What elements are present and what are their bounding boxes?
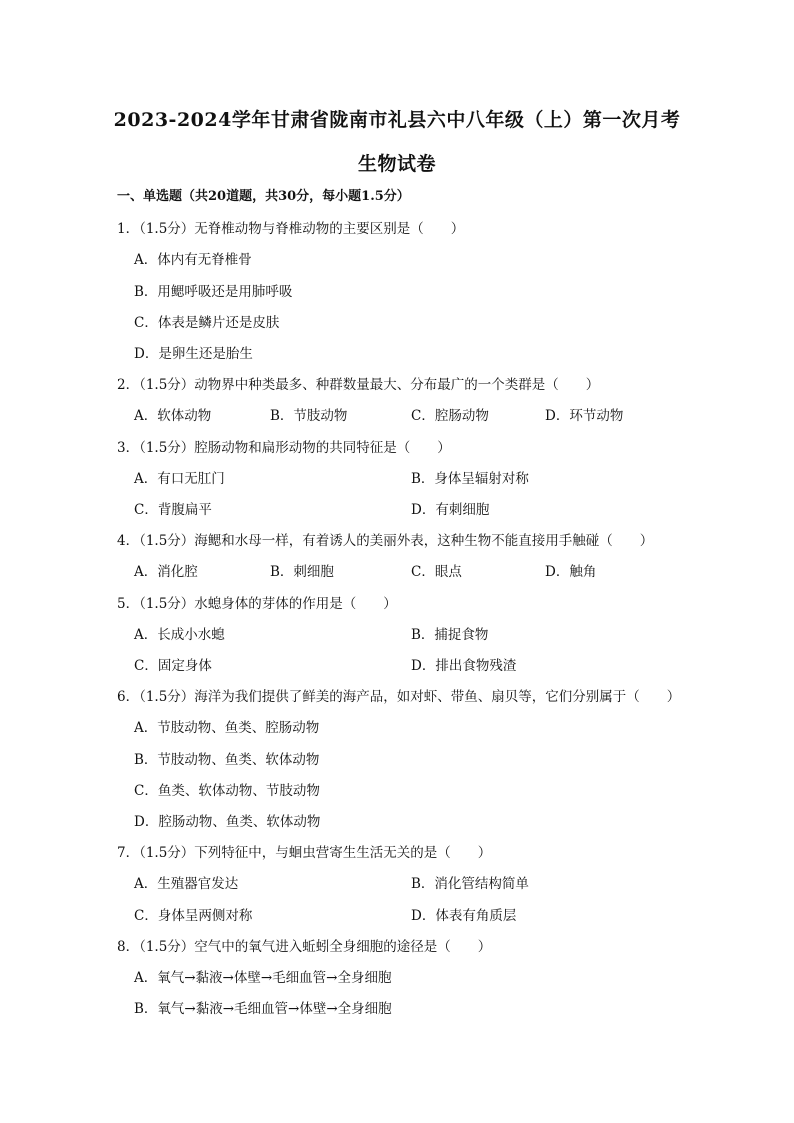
option-c: C．身体呈两侧对称 (134, 908, 253, 924)
option-a: A．节肢动物、鱼类、腔肠动物 (134, 720, 320, 736)
question-stem: 4．（1.5分）海鳃和水母一样，有着诱人的美丽外表，这种生物不能直接用手触碰（ ） (117, 533, 654, 549)
option-c: C．腔肠动物 (411, 408, 489, 424)
option-b: B．身体呈辐射对称 (411, 471, 529, 487)
question-stem: 7．（1.5分）下列特征中，与蛔虫营寄生生活无关的是（ ） (117, 845, 492, 861)
question-stem: 3．（1.5分）腔肠动物和扁形动物的共同特征是（ ） (117, 440, 451, 456)
option-d: D．排出食物残渣 (411, 658, 517, 674)
exam-title-line2: 生物试卷 (357, 153, 436, 175)
option-d: D．环节动物 (545, 408, 624, 424)
option-a: A．体内有无脊椎骨 (134, 252, 252, 268)
option-b: B．捕捉食物 (411, 627, 489, 643)
option-c: C．眼点 (411, 564, 462, 580)
option-a: A．软体动物 (134, 408, 212, 424)
option-a: A．氧气→黏液→体壁→毛细血管→全身细胞 (134, 970, 392, 986)
question-stem: 1．（1.5分）无脊椎动物与脊椎动物的主要区别是（ ） (117, 221, 465, 237)
option-d: D．触角 (545, 564, 597, 580)
option-c: C．固定身体 (134, 658, 212, 674)
exam-title-line1: 2023-2024学年甘肃省陇南市礼县六中八年级（上）第一次月考 (113, 109, 681, 131)
option-d: D．是卵生还是胎生 (134, 346, 253, 362)
option-a: A．生殖器官发达 (134, 876, 239, 892)
option-b: B．消化管结构简单 (411, 876, 529, 892)
option-d: D．腔肠动物、鱼类、软体动物 (134, 814, 321, 830)
question-stem: 5．（1.5分）水螅身体的芽体的作用是（ ） (117, 596, 397, 612)
option-d: D．体表有角质层 (411, 908, 517, 924)
question-stem: 2．（1.5分）动物界中种类最多、种群数量最大、分布最广的一个类群是（ ） (117, 377, 600, 393)
option-c: C．体表是鳞片还是皮肤 (134, 315, 280, 331)
option-b: B．刺细胞 (270, 564, 334, 580)
section-heading: 一、单选题（共20道题，共30分，每小题1.5分） (117, 189, 410, 204)
option-a: A．有口无肛门 (134, 471, 225, 487)
option-c: C．鱼类、软体动物、节肢动物 (134, 783, 320, 799)
option-d: D．有刺细胞 (411, 502, 490, 518)
option-c: C．背腹扁平 (134, 502, 212, 518)
option-a: A．消化腔 (134, 564, 198, 580)
option-b: B．氧气→黏液→毛细血管→体壁→全身细胞 (134, 1001, 392, 1017)
option-b: B．用鳃呼吸还是用肺呼吸 (134, 284, 293, 300)
option-b: B．节肢动物、鱼类、软体动物 (134, 752, 320, 768)
option-b: B．节肢动物 (270, 408, 348, 424)
option-a: A．长成小水螅 (134, 627, 225, 643)
question-stem: 8．（1.5分）空气中的氧气进入蚯蚓全身细胞的途径是（ ） (117, 939, 492, 955)
question-stem: 6．（1.5分）海洋为我们提供了鲜美的海产品，如对虾、带鱼、扇贝等，它们分别属于（ ） (117, 689, 681, 705)
